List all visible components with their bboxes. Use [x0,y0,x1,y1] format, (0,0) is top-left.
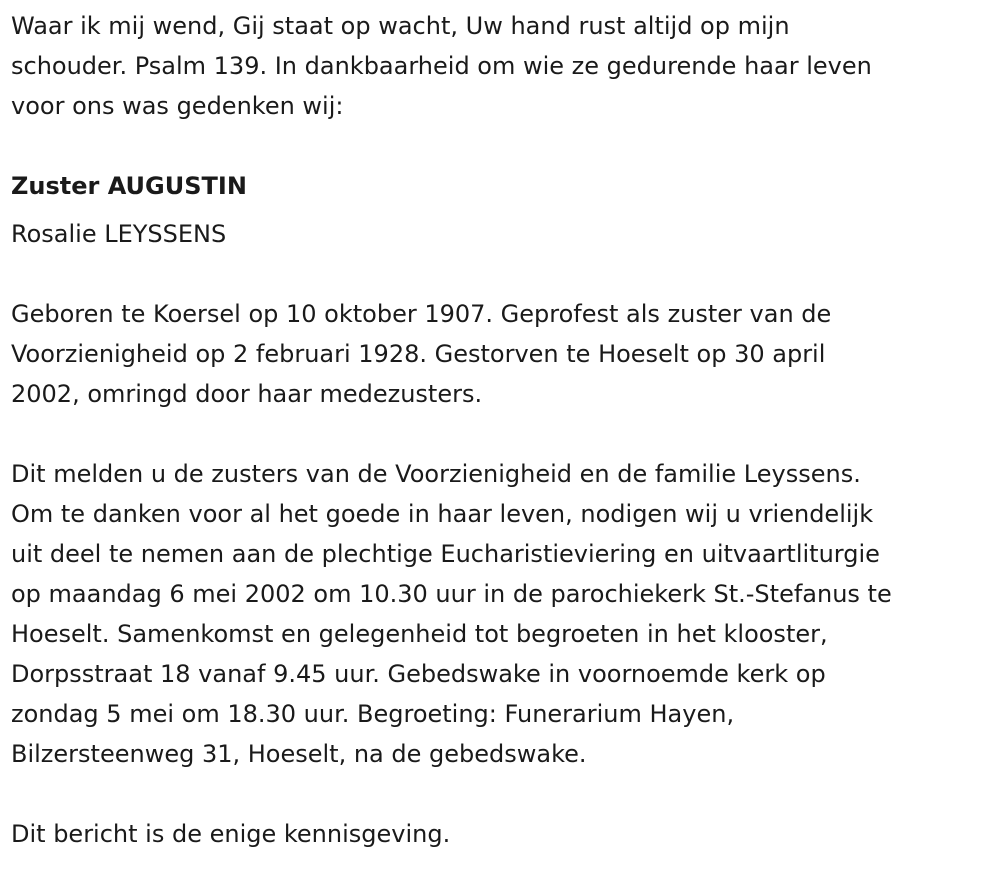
notice-line: Hoeselt. Samenkomst en gelegenheid tot begroeten in het klooster, [11,620,828,648]
intro-line: Waar ik mij wend, Gij staat op wacht, Uw hand rust altijd op mijn [11,12,790,40]
notice-line: Om te danken voor al het goede in haar leven, nodigen wij u vriendelijk [11,500,874,528]
biography-line: Geboren te Koersel op 10 oktober 1907. Geprofest als zuster van de [11,300,832,328]
intro-line: voor ons was gedenken wij: [11,92,344,120]
notice-line: Dit melden u de zusters van de Voorzienigheid en de familie Leyssens. [11,460,861,488]
intro-line: schouder. Psalm 139. In dankbaarheid om wie ze gedurende haar leven [11,52,872,80]
notice-line: op maandag 6 mei 2002 om 10.30 uur in de parochiekerk St.-Stefanus te [11,580,892,608]
biography-line: 2002, omringd door haar medezusters. [11,380,483,408]
funeral-notice-paragraph [11,454,892,774]
notice-line: Bilzersteenweg 31, Hoeselt, na de gebedswake. [11,740,587,768]
notice-line: Dorpsstraat 18 vanaf 9.45 uur. Gebedswake in voornoemde kerk op [11,660,826,688]
biography-paragraph [11,294,831,414]
notice-line: zondag 5 mei om 18.30 uur. Begroeting: Funerarium Hayen, [11,700,735,728]
closing-line: Dit bericht is de enige kennisgeving. [11,820,451,848]
religious-name-heading: Zuster AUGUSTIN [11,172,247,200]
notice-line: uit deel te nemen aan de plechtige Eucharistieviering en uitvaartliturgie [11,540,880,568]
biography-line: Voorzienigheid op 2 februari 1928. Gestorven te Hoeselt op 30 april [11,340,826,368]
civil-name: Rosalie LEYSSENS [11,220,227,248]
intro-paragraph [11,6,872,126]
